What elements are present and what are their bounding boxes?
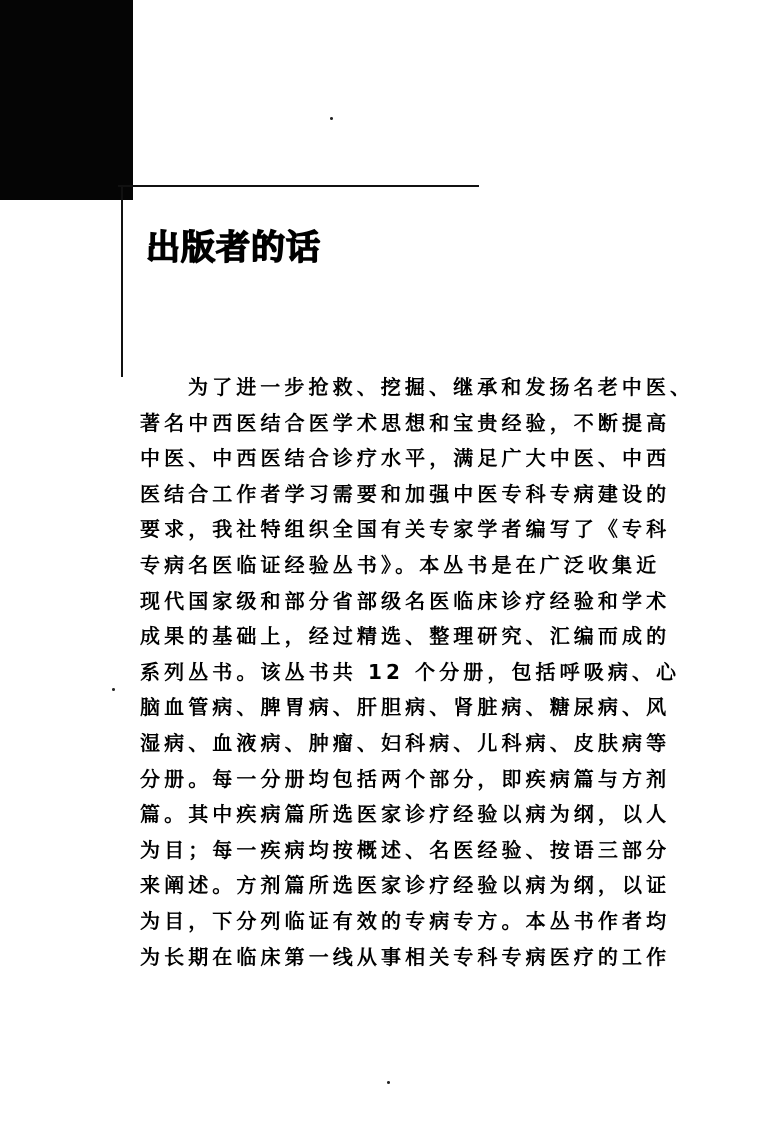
scan-speck xyxy=(387,1081,390,1084)
scan-speck xyxy=(112,688,115,691)
text-line: 专病名医临证经验丛书》。本丛书是在广泛收集近 xyxy=(140,552,661,577)
scan-speck xyxy=(330,117,333,120)
header-rule xyxy=(118,185,479,187)
text-line: 分册。每一分册均包括两个部分，即疾病篇与方剂 xyxy=(140,766,671,791)
text-line: 来阐述。方剂篇所选医家诊疗经验以病为纲，以证 xyxy=(140,873,671,898)
text-line: 要求，我社特组织全国有关专家学者编写了《专科 xyxy=(140,517,671,542)
text-line: 为长期在临床第一线从事相关专科专病医疗的工作 xyxy=(140,944,671,969)
text-line: 系列丛书。该丛书共 12 个分册，包括呼吸病、心 xyxy=(140,659,681,684)
text-line: 中医、中西医结合诊疗水平，满足广大中医、中西 xyxy=(140,446,671,471)
text-line: 为了进一步抢救、挖掘、继承和发扬名老中医、 xyxy=(188,375,695,399)
text-line: 湿病、血液病、肿瘤、妇科病、儿科病、皮肤病等 xyxy=(140,730,671,755)
text-line: 现代国家级和部分省部级名医临床诊疗经验和学术 xyxy=(140,588,671,613)
text-line: 篇。其中疾病篇所选医家诊疗经验以病为纲，以人 xyxy=(140,802,671,827)
text-line: 成果的基础上，经过精选、整理研究、汇编而成的 xyxy=(140,624,671,649)
text-line: 为目；每一疾病均按概述、名医经验、按语三部分 xyxy=(140,837,671,862)
text-line: 医结合工作者学习需要和加强中医专科专病建设的 xyxy=(140,481,671,506)
text-line: 著名中西医结合医学术思想和宝贵经验，不断提高 xyxy=(140,410,671,435)
text-line: 为目，下分列临证有效的专病专方。本丛书作者均 xyxy=(140,908,671,933)
text-line: 脑血管病、脾胃病、肝胆病、肾脏病、糖尿病、风 xyxy=(140,695,671,720)
page-title: 出版者的话 xyxy=(146,228,321,268)
decorative-black-block xyxy=(0,0,133,200)
side-rule xyxy=(121,185,123,377)
body-paragraph xyxy=(140,370,700,975)
